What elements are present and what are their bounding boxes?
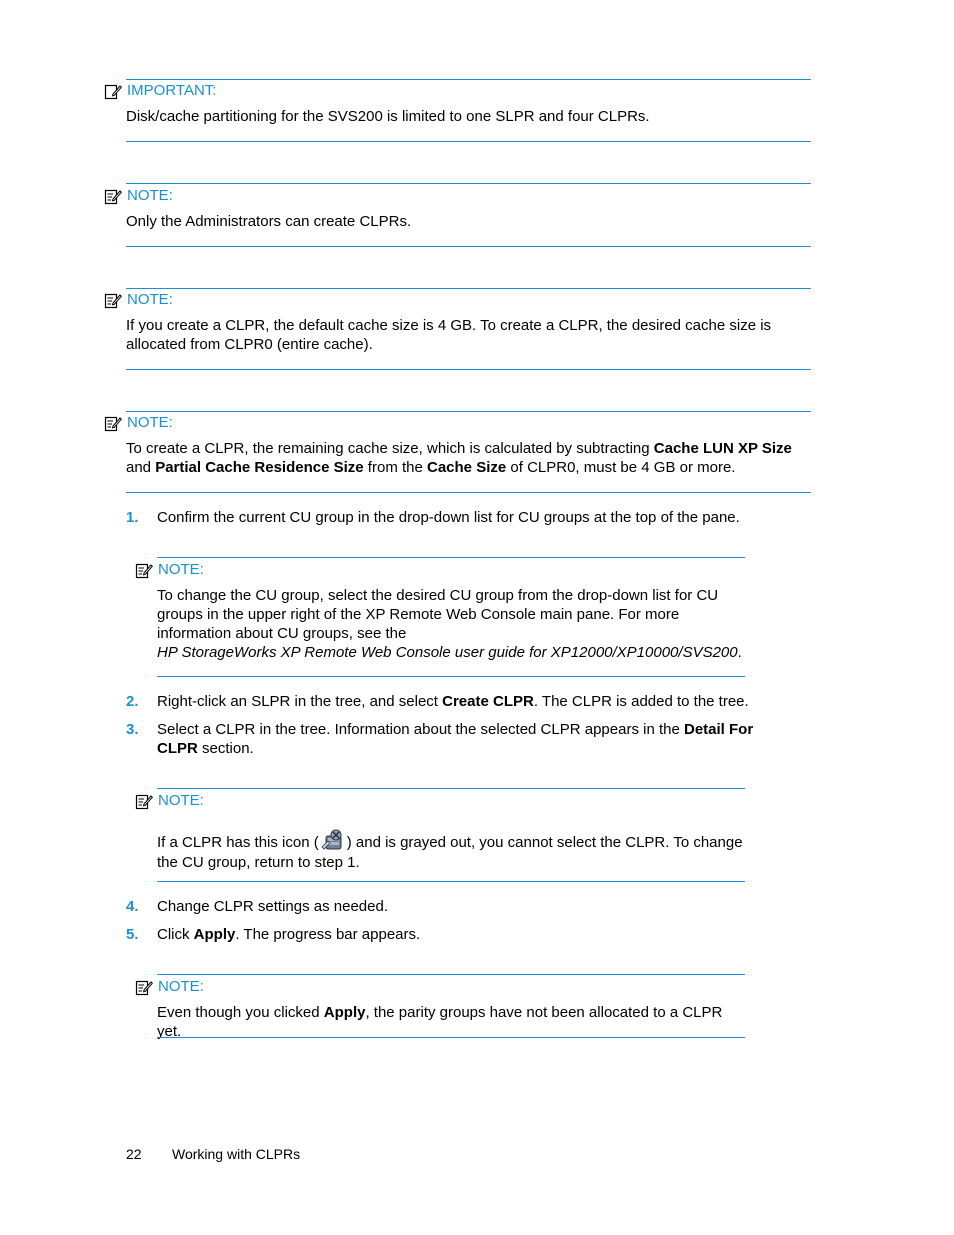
note1-text: Only the Administrators can create CLPRs. xyxy=(126,213,412,230)
step-2-number: 2. xyxy=(126,693,139,710)
note6-text xyxy=(157,1003,749,1041)
note-icon xyxy=(104,188,122,205)
step-5-text-2: . The progress bar appears. xyxy=(235,926,421,943)
important-header xyxy=(104,81,216,101)
note2-bottom-rule xyxy=(126,369,811,370)
note6-text-1: Even though you clicked xyxy=(157,1004,324,1021)
grayed-clpr-icon xyxy=(320,829,346,853)
important-bottom-rule xyxy=(126,141,811,142)
step-3-bold: Detail For CLPR xyxy=(157,721,754,757)
note3-bold-1: Cache LUN XP Size xyxy=(653,440,792,457)
note-icon xyxy=(135,979,153,996)
step-5-text xyxy=(157,925,811,944)
step-2-text-2: . The CLPR is added to the tree. xyxy=(533,693,749,710)
important-label: IMPORTANT: xyxy=(127,82,217,99)
note3-label: NOTE: xyxy=(127,414,173,431)
note6-label: NOTE: xyxy=(158,978,204,995)
note3-bold-3: Cache Size xyxy=(427,459,507,476)
footer-section-title: Working with CLPRs xyxy=(172,1146,301,1162)
note3-bottom-rule xyxy=(126,492,811,493)
page-number: 22 xyxy=(126,1146,142,1162)
step-2-text-1: Right-click an SLPR in the tree, and select xyxy=(157,693,443,710)
note5-label: NOTE: xyxy=(158,792,204,809)
note3-top-rule xyxy=(126,411,811,412)
note5-text-1: If a CLPR has this icon ( xyxy=(157,834,319,851)
step-2-text xyxy=(157,692,811,711)
note4-bottom-rule xyxy=(157,676,745,677)
step-2-bold: Create CLPR xyxy=(442,693,534,710)
important-icon xyxy=(104,83,122,100)
note5-text xyxy=(157,829,749,872)
note-icon xyxy=(135,793,153,810)
note4-text-1: To change the CU group, select the desired CU group from the drop-down list for CU groups in the upper right of the XP Remote Web Console main pane. For more information about CU groups, see the xyxy=(157,587,719,642)
note2-text: If you create a CLPR, the default cache size is 4 GB. To create a CLPR, the desired cache size is allocated from CLPR0 (entire cache). xyxy=(126,317,772,353)
note6-header xyxy=(135,977,204,997)
note2-label: NOTE: xyxy=(127,291,173,308)
step-5-bold: Apply xyxy=(193,926,236,943)
note4-text xyxy=(157,586,749,662)
note3-header xyxy=(104,413,173,433)
note6-top-rule xyxy=(157,974,745,975)
note3-text xyxy=(126,439,811,477)
note5-text-2: ) and is grayed out, you cannot select the CLPR. To change the CU group, return to step 1. xyxy=(157,834,743,871)
important-top-rule xyxy=(126,79,811,80)
step-3-text xyxy=(157,720,787,758)
note6-text-2: , the parity groups have not been allocated to a CLPR yet. xyxy=(157,1004,723,1040)
note4-text-end: . xyxy=(737,644,742,661)
note3-text-1: To create a CLPR, the remaining cache size, which is calculated by subtracting xyxy=(126,440,654,457)
step-1-number: 1. xyxy=(126,509,139,526)
step-5-text-1: Click xyxy=(157,926,194,943)
note1-top-rule xyxy=(126,183,811,184)
note1-bottom-rule xyxy=(126,246,811,247)
step-4-number: 4. xyxy=(126,898,139,915)
step-1-text: Confirm the current CU group in the drop-down list for CU groups at the top of the pane. xyxy=(157,509,740,526)
note4-guide-title: HP StorageWorks XP Remote Web Console user guide for XP12000/XP10000/SVS200 xyxy=(157,644,738,661)
note3-text-4: of CLPR0, must be 4 GB or more. xyxy=(506,459,736,476)
note3-bold-2: Partial Cache Residence Size xyxy=(155,459,364,476)
note6-bottom-rule xyxy=(157,1037,745,1038)
note5-header xyxy=(135,791,204,811)
step-3-number: 3. xyxy=(126,721,139,738)
note5-top-rule xyxy=(157,788,745,789)
note-icon xyxy=(104,415,122,432)
note3-text-3: from the xyxy=(363,459,427,476)
note2-top-rule xyxy=(126,288,811,289)
important-text: Disk/cache partitioning for the SVS200 is limited to one SLPR and four CLPRs. xyxy=(126,108,650,125)
note2-header xyxy=(104,290,173,310)
note4-header xyxy=(135,560,204,580)
note-icon xyxy=(135,562,153,579)
step-5-number: 5. xyxy=(126,926,139,943)
note4-top-rule xyxy=(157,557,745,558)
note1-header xyxy=(104,186,173,206)
note5-bottom-rule xyxy=(157,881,745,882)
note6-bold: Apply xyxy=(323,1004,366,1021)
step-3-text-1: Select a CLPR in the tree. Information about the selected CLPR appears in the xyxy=(157,721,684,738)
note3-text-2: and xyxy=(126,459,156,476)
step-4-text: Change CLPR settings as needed. xyxy=(157,898,388,915)
note1-label: NOTE: xyxy=(127,187,173,204)
step-3-text-2: section. xyxy=(197,740,254,757)
note-icon xyxy=(104,292,122,309)
note4-label: NOTE: xyxy=(158,561,204,578)
